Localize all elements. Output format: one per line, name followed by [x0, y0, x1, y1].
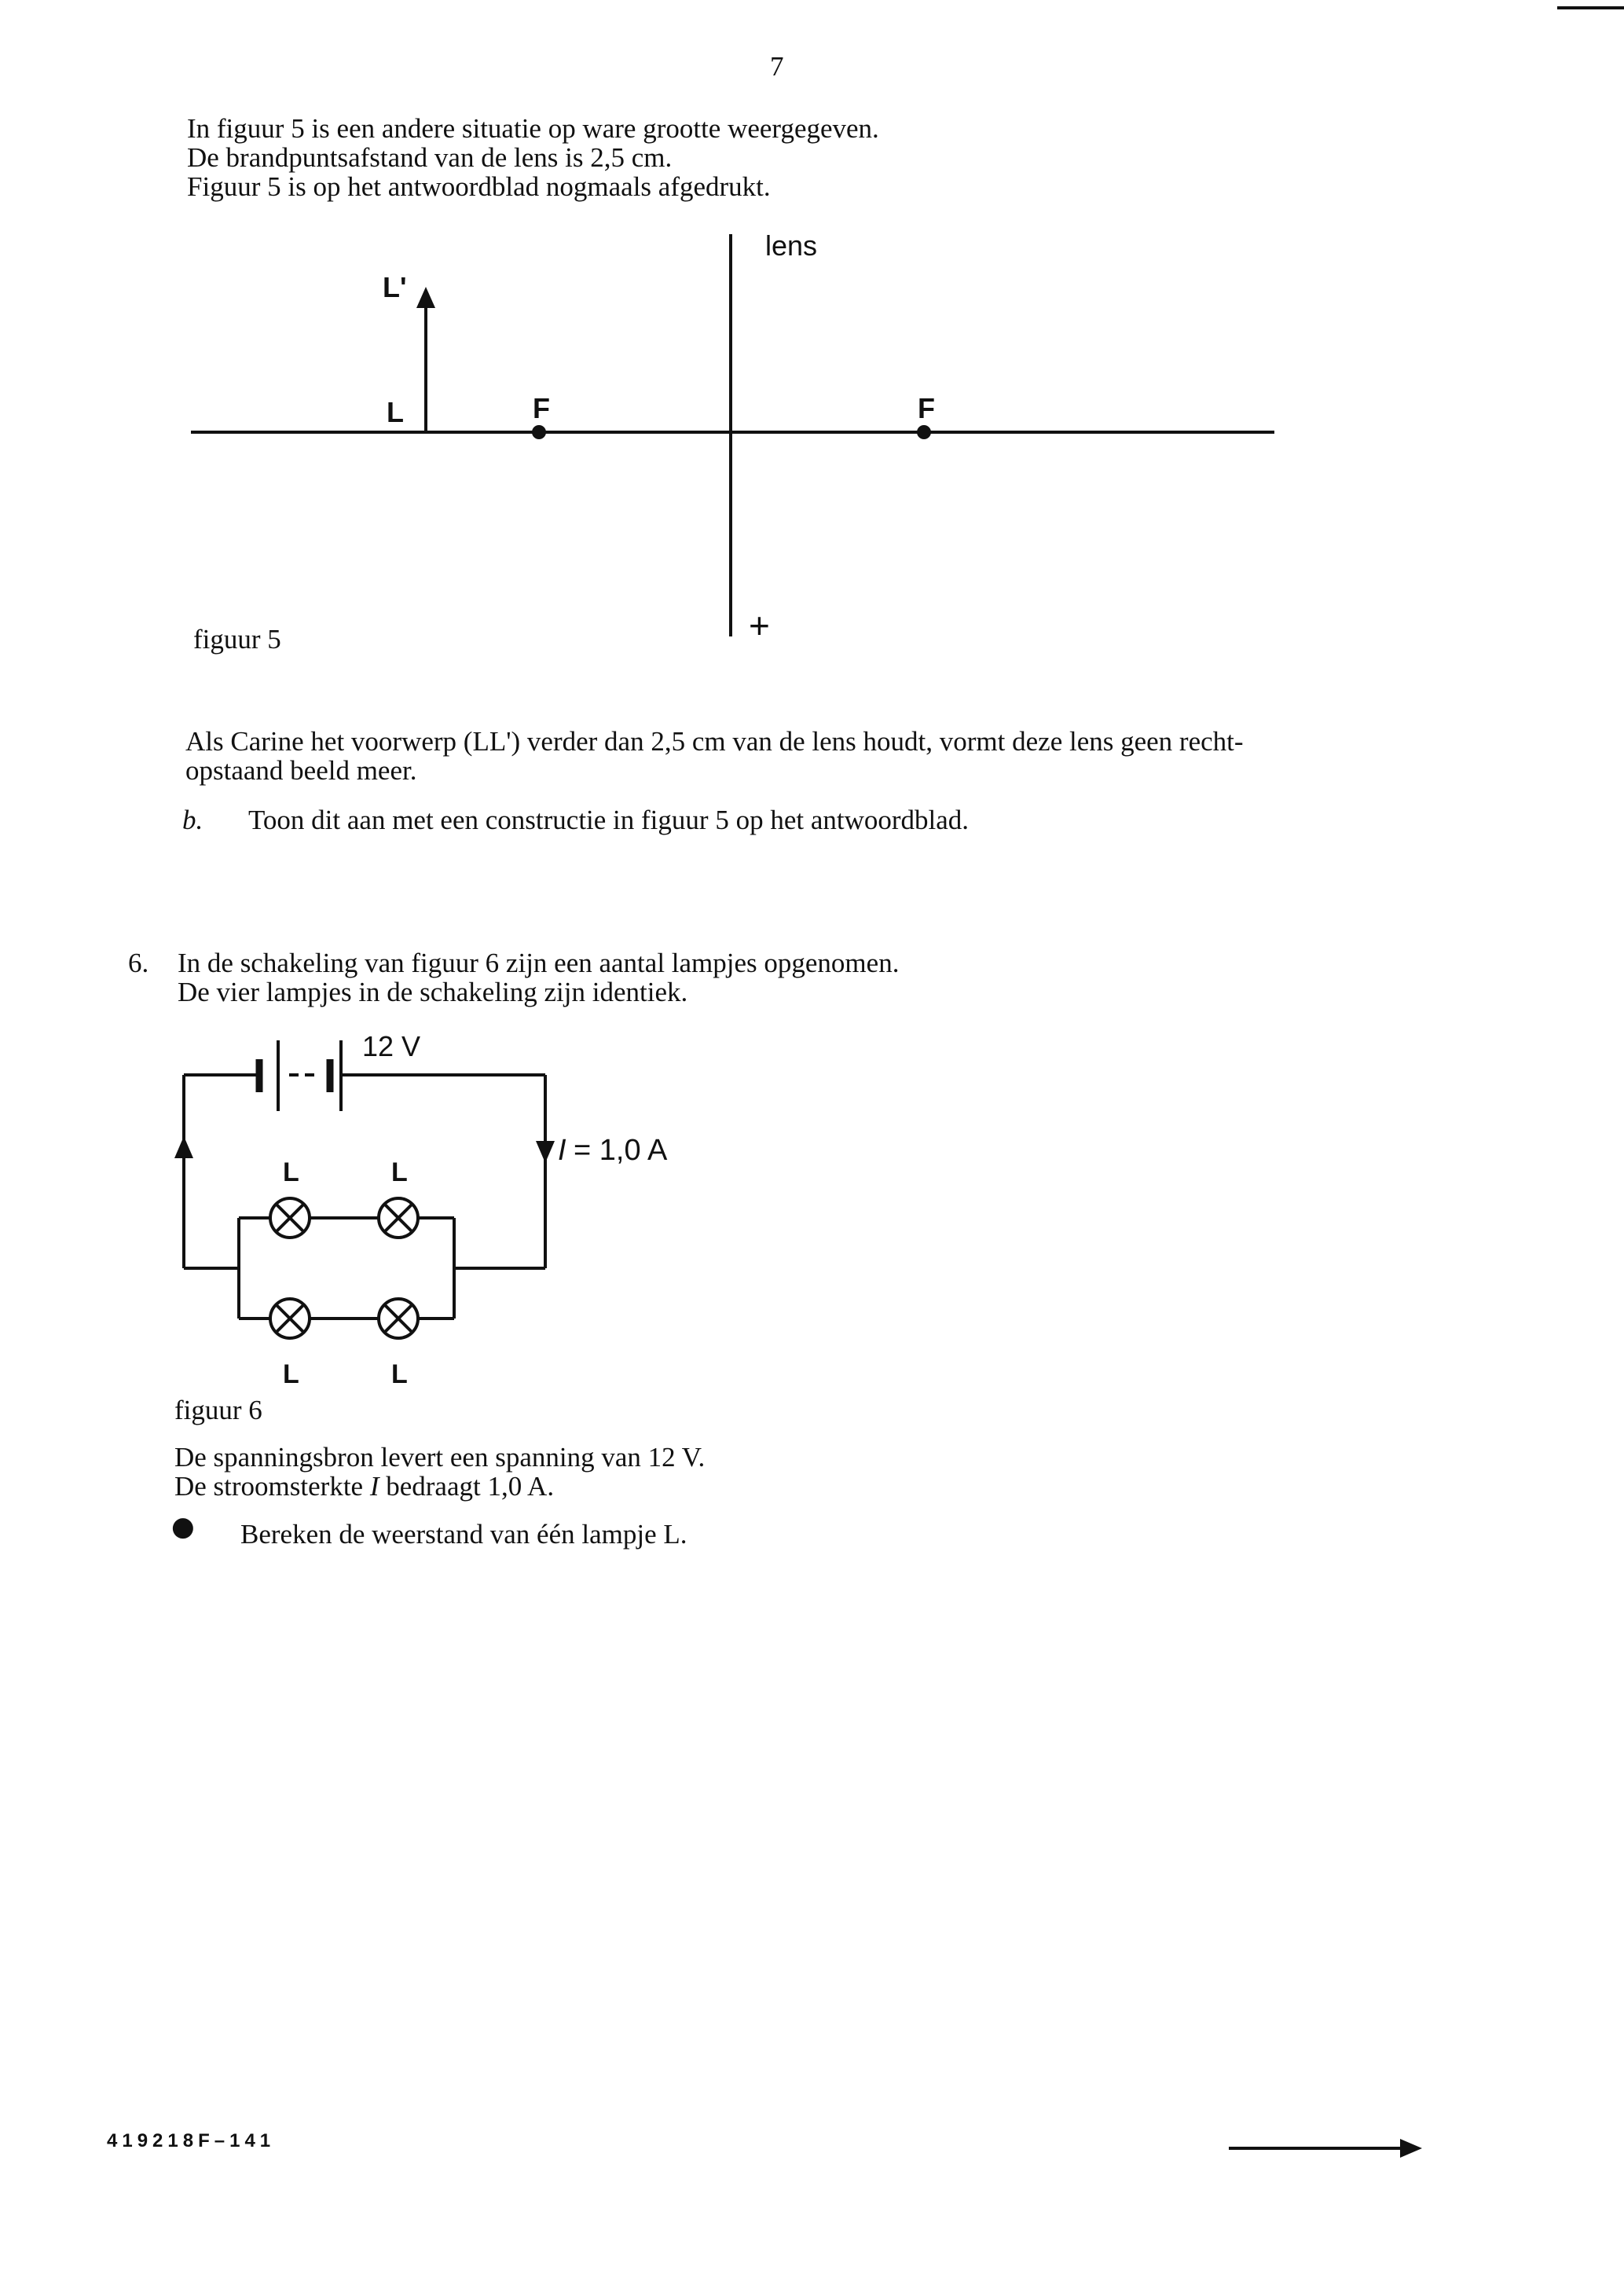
lamp-label: L	[283, 1359, 299, 1389]
lamp-label: L	[283, 1157, 299, 1187]
lamp-1	[270, 1198, 310, 1238]
given-text: bedraagt 1,0 A.	[379, 1471, 555, 1502]
given-paragraph	[174, 1443, 705, 1501]
question-6-line: De vier lampjes in de schakeling zijn identiek.	[178, 977, 688, 1007]
figure-5-diagram	[0, 0, 1624, 707]
object-arrowhead	[416, 287, 435, 308]
current-symbol-inline: I	[369, 1471, 379, 1502]
focus-left-label: F	[533, 392, 550, 424]
footer-code: 419218F–141	[107, 2130, 276, 2151]
question-b-label: b.	[182, 805, 203, 835]
image-base-label: L	[387, 396, 404, 428]
voltage-label: 12 V	[362, 1030, 421, 1062]
paragraph-line: opstaand beeld meer.	[185, 755, 417, 786]
focal-point-right	[917, 425, 931, 439]
question-6-line: In de schakeling van figuur 6 zijn een aantal lampjes opgenomen.	[178, 948, 900, 978]
question-6-number: 6.	[128, 948, 149, 978]
given-line: De spanningsbron levert een spanning van 12 V.	[174, 1442, 706, 1473]
question-b-text: Toon dit aan met een constructie in figuur 5 op het antwoordblad.	[248, 805, 970, 835]
lamp-label: L	[391, 1359, 408, 1389]
next-page-arrow-icon	[1226, 2137, 1430, 2169]
given-line	[174, 1472, 705, 1501]
lamp-label: L	[391, 1157, 408, 1187]
intro-line: De brandpuntsafstand van de lens is 2,5 cm.	[187, 142, 673, 173]
current-arrow-down-icon	[536, 1141, 555, 1163]
figure-6-caption: figuur 6	[174, 1395, 262, 1425]
bullet-icon: ●	[171, 1511, 195, 1542]
given-text: De stroomsterkte	[174, 1471, 370, 1502]
figure-5-caption: figuur 5	[193, 624, 281, 655]
current-arrow-up-icon	[174, 1136, 193, 1158]
figure-6-circuit	[0, 1021, 786, 1399]
intro-line: In figuur 5 is een andere situatie op ware grootte weergegeven.	[187, 113, 879, 144]
edge-mark	[1557, 6, 1624, 9]
current-value: = 1,0 A	[574, 1134, 668, 1167]
lamp-2	[379, 1198, 418, 1238]
focus-right-label: F	[918, 392, 935, 424]
image-top-label: L'	[383, 271, 407, 303]
paragraph-line: Als Carine het voorwerp (LL') verder dan 2,5 cm van de lens houdt, vormt deze lens geen recht-	[185, 726, 1244, 757]
plus-sign: +	[749, 605, 770, 646]
intro-line: Figuur 5 is op het antwoordblad nogmaals afgedrukt.	[187, 171, 771, 202]
bullet-question-text: Bereken de weerstand van één lampje L.	[240, 1519, 687, 1550]
page-number: 7	[770, 51, 784, 82]
lens-label: lens	[765, 229, 818, 262]
lamp-3	[270, 1299, 310, 1338]
paragraph-carine	[185, 727, 1244, 785]
focal-point-left	[532, 425, 546, 439]
question-6-paragraph	[178, 948, 899, 1007]
lamp-4	[379, 1299, 418, 1338]
current-symbol: I	[558, 1134, 566, 1167]
